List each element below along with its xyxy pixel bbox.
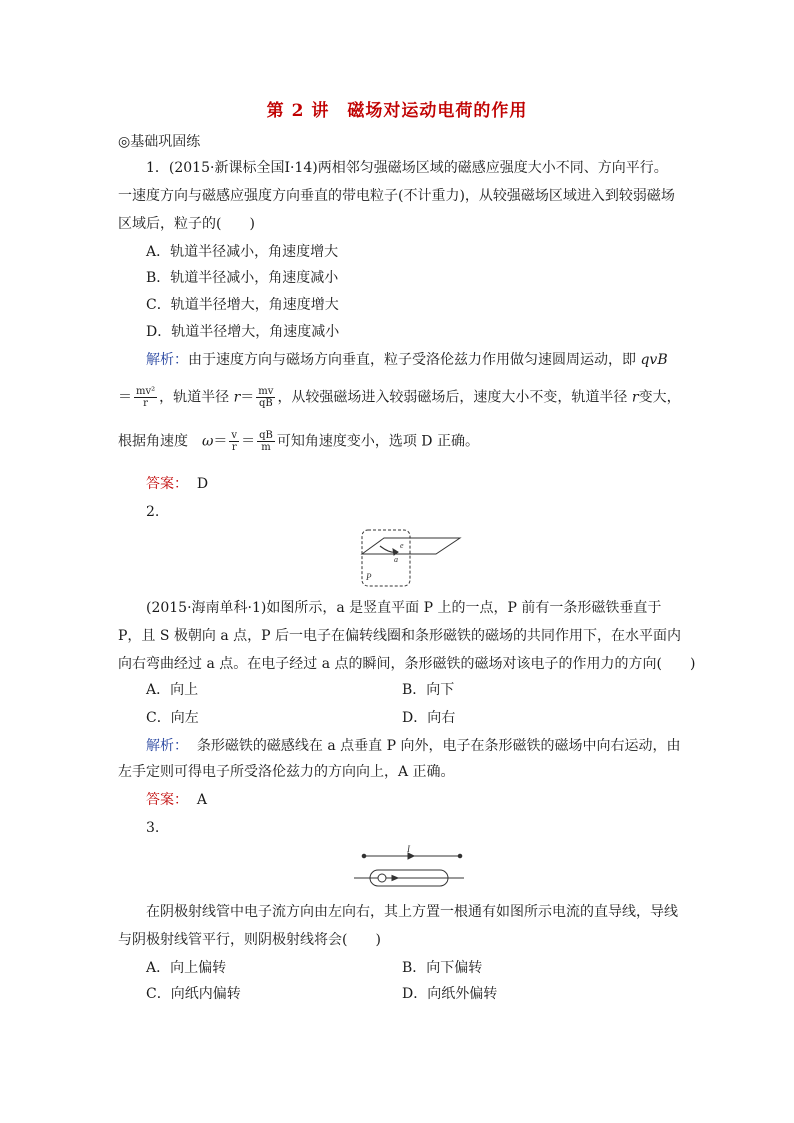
q1-var-r: r [233,389,241,406]
q1-fraction-qb-m [257,430,275,453]
q1-stem-line3: 区域后，粒子的( ) [118,216,255,232]
q3-option-b: B．向下偏转 [402,960,483,976]
q2-fig-label-a: a [394,555,398,564]
q3-stem-line2: 与阴极射线管平行，则阴极射线将会( ) [118,932,381,948]
q1-frac1-den: r [143,398,148,409]
q2-option-c: C．向左 [146,710,199,726]
q2-options-row1 [146,680,706,700]
page-title: 第 2 讲 磁场对运动电荷的作用 [266,101,528,121]
q1-analysis-label: 解析： [146,352,188,368]
q1-option-d: D．轨道半径增大，角速度减小 [146,324,340,340]
q1-fraction-mv2-r [134,386,157,409]
q1-analysis-post: ，从较强磁场进入较弱磁场后，速度大小不变，轨道半径 [277,389,632,406]
q1-eq-sign2: ＝ [240,389,255,406]
q2-fig-label-p: P [366,572,372,582]
section-heading: ◎基础巩固练 [118,134,201,150]
q2-answer-value: A [196,792,208,808]
q3-option-d: D．向纸外偏转 [402,986,498,1002]
q3-wire-end-right [458,854,462,858]
q2-stem-line1: (2015·海南单科·1)如图所示，a 是竖直平面 P 上的一点，P 前有一条形磁铁垂直于 [146,600,662,616]
q2-answer [146,790,706,810]
q3-figure-wire-tube [352,842,468,892]
q1-frac3-den: r [231,442,237,453]
q2-figure-magnet-plane [340,524,470,590]
q1-answer-label: 答案： [146,476,188,492]
q2-fig-label-e: e [400,541,404,550]
q1-analysis-line3 [118,430,678,453]
q2-stem-line2: P，且 S 极朝向 a 点，P 后一电子在偏转线圈和条形磁铁的磁场的共同作用下，在水平面内 [118,628,682,644]
q1-option-c: C．轨道半径增大，角速度增大 [146,297,339,313]
q3-electron-flow-arrow-icon [392,876,398,881]
q2-option-b: B．向下 [402,682,455,698]
q1-answer [146,474,706,494]
q3-fig-label-i: I [407,844,410,854]
q3-options-row1 [146,958,706,978]
q1-answer-value: D [196,476,209,492]
q2-option-d: D．向右 [402,710,456,726]
q3-options-row2 [146,984,706,1004]
q3-stem-line1: 在阴极射线管中电子流方向由左向右，其上方置一根通有如图所示电流的直导线，导线 [146,904,678,920]
q1-analysis3-post: 可知角速度变小，选项 D 正确。 [276,433,479,450]
q2-options-row2 [146,708,706,728]
q2-number: 2. [146,504,160,520]
q2-option-a: A．向上 [146,682,199,698]
q1-frac3-num: v [231,430,238,441]
q1-frac1-num: mv² [136,386,156,397]
q1-analysis-line2 [118,386,681,409]
q2-analysis-label: 解析： [146,738,188,754]
q1-analysis-line1 [146,350,706,370]
q1-analysis-eq1: qvB [640,352,668,368]
q3-option-c: C．向纸内偏转 [146,986,241,1002]
q3-cathode [378,874,386,882]
q1-omega: ω [202,433,214,450]
q1-eq-sign4: ＝ [241,433,256,450]
q1-eq-sign: ＝ [118,389,132,406]
q1-analysis-text1: 由于速度方向与磁场方向垂直，粒子受洛伦兹力作用做匀速圆周运动，即 [188,352,641,368]
q2-stem-line3: 向右弯曲经过 a 点。在电子经过 a 点的瞬间，条形磁铁的磁场对该电子的作用力的方向( ) [118,656,696,672]
q2-analysis-line2: 左手定则可得电子所受洛伦兹力的方向向上，A 正确。 [118,764,455,780]
q1-fraction-v-r [229,430,239,453]
q1-frac4-num: qB [259,430,273,441]
q1-frac2-num: mv [258,386,274,397]
q1-frac4-den: m [261,442,271,453]
q1-var-r2: r [631,389,639,406]
q2-analysis-text1: 条形磁铁的磁感线在 a 点垂直 P 向外，电子在条形磁铁的磁场中向右运动，由 [196,738,681,754]
q1-stem-line1: 1．(2015·新课标全国Ⅰ·14)两相邻匀强磁场区域的磁感应强度大小不同、方向平行。 [146,160,668,176]
q3-wire-end-left [362,854,366,858]
q2-analysis-line1 [146,736,706,756]
q1-option-a: A．轨道半径减小，角速度增大 [146,244,339,260]
q3-number: 3. [146,820,160,836]
q3-option-a: A．向上偏转 [146,960,227,976]
q1-frac2-den: qB [258,398,273,409]
q2-horizontal-plane [362,538,460,554]
q1-analysis-mid: ，轨道半径 [159,389,234,406]
q1-option-b: B．轨道半径减小，角速度减小 [146,270,339,286]
q1-analysis3-pre: 根据角速度 [118,433,202,450]
q1-analysis-end: 变大， [638,389,681,406]
q1-eq-sign3: ＝ [213,433,228,450]
q1-stem-line2: 一速度方向与磁感应强度方向垂直的带电粒子(不计重力)，从较强磁场区域进入到较弱磁场 [118,188,675,204]
q2-answer-label: 答案： [146,792,188,808]
q1-fraction-mv-qb [256,386,275,409]
